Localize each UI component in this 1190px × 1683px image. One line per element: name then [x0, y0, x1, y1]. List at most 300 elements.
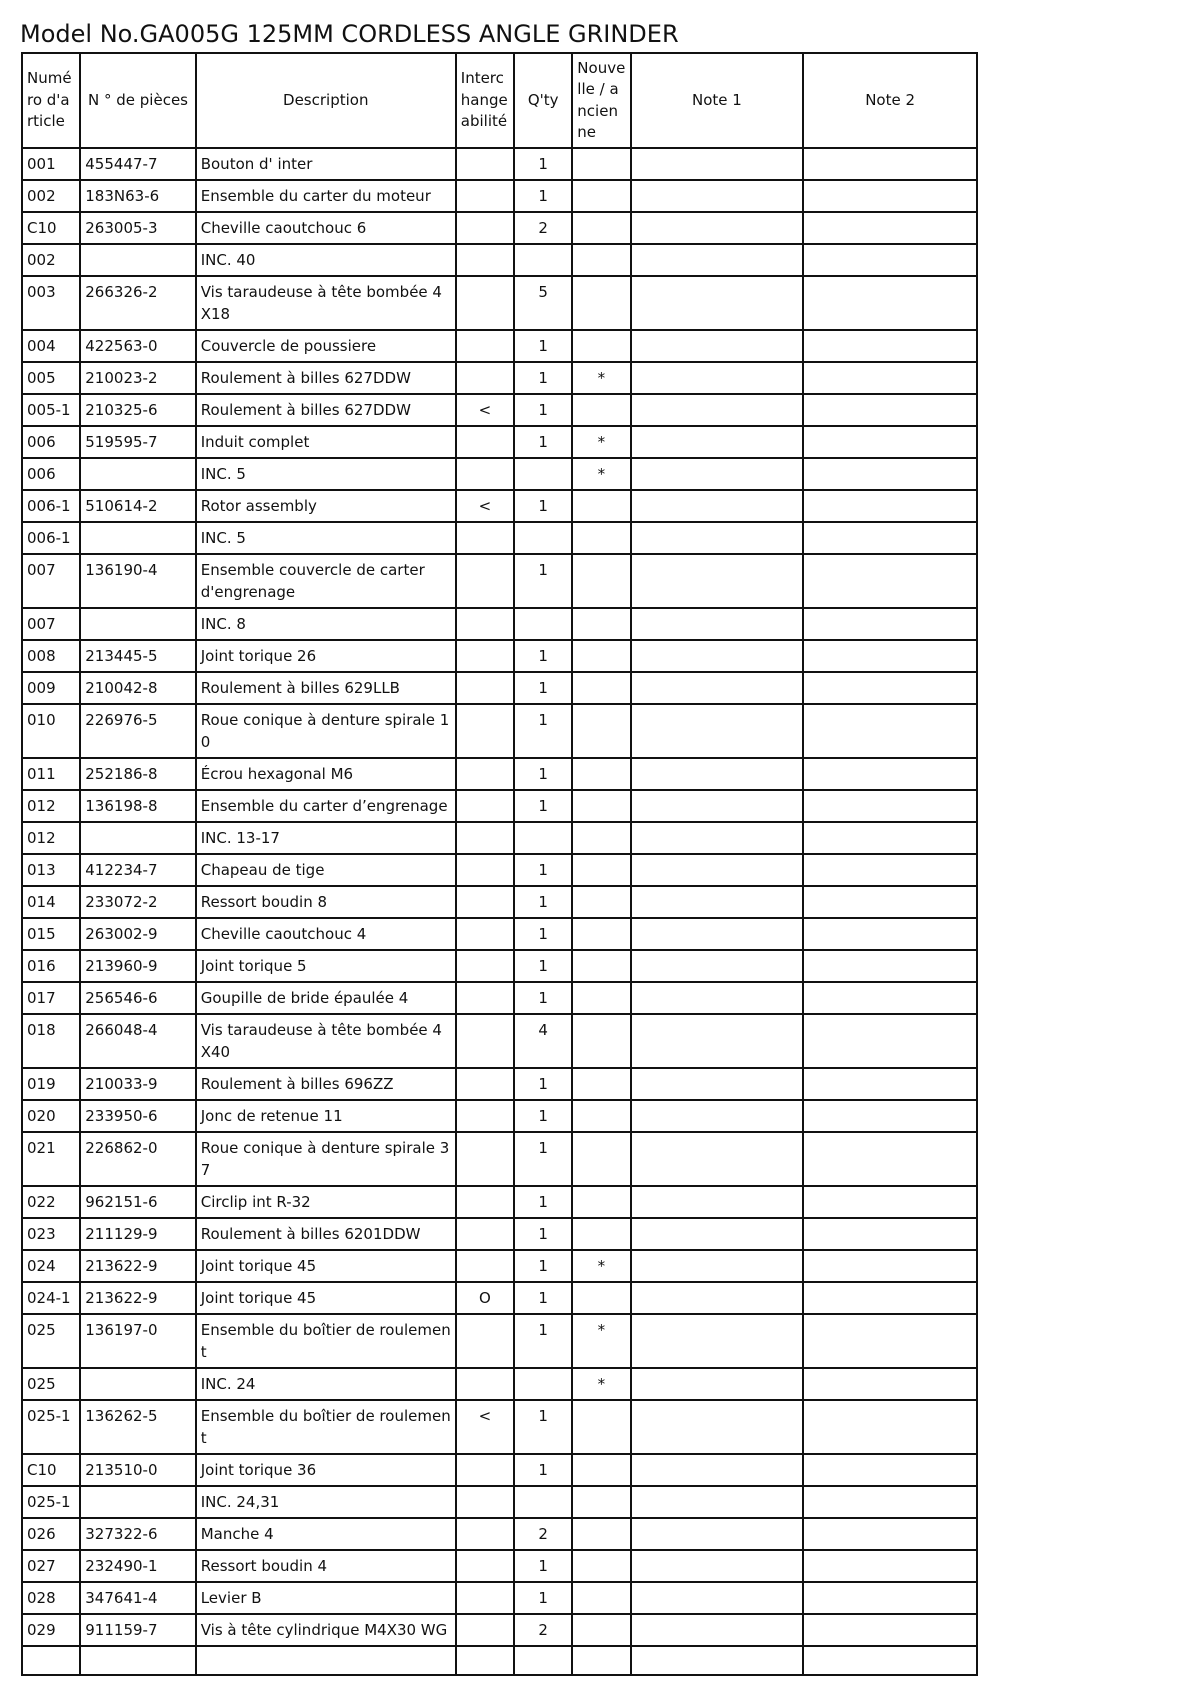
cell-item-no: 015 [22, 918, 80, 950]
cell-item-no: 028 [22, 1582, 80, 1614]
empty-cell [631, 1646, 804, 1675]
cell-qty: 1 [514, 1132, 572, 1186]
cell-item-no: 018 [22, 1014, 80, 1068]
table-row [22, 1014, 977, 1068]
cell-new-old [572, 758, 630, 790]
cell-interchangeability [456, 1368, 514, 1400]
cell-note2 [803, 426, 977, 458]
table-row [22, 148, 977, 180]
cell-interchangeability [456, 1614, 514, 1646]
cell-part-no: 210325-6 [80, 394, 195, 426]
cell-qty: 1 [514, 758, 572, 790]
cell-item-no: 007 [22, 608, 80, 640]
empty-cell [196, 1646, 456, 1675]
cell-description: Roulement à billes 6201DDW [196, 1218, 456, 1250]
cell-interchangeability [456, 672, 514, 704]
table-row [22, 982, 977, 1014]
table-row [22, 1068, 977, 1100]
header-note1: Note 1 [631, 53, 804, 148]
cell-interchangeability: < [456, 1400, 514, 1454]
table-row [22, 330, 977, 362]
cell-description: Joint torique 5 [196, 950, 456, 982]
cell-item-no: 019 [22, 1068, 80, 1100]
table-row [22, 1454, 977, 1486]
cell-note1 [631, 1014, 804, 1068]
cell-note1 [631, 672, 804, 704]
cell-new-old: * [572, 426, 630, 458]
cell-note1 [631, 1314, 804, 1368]
cell-note1 [631, 1132, 804, 1186]
cell-new-old [572, 982, 630, 1014]
cell-qty: 2 [514, 1614, 572, 1646]
cell-interchangeability [456, 982, 514, 1014]
cell-description: Ensemble du boîtier de roulement [196, 1314, 456, 1368]
cell-note1 [631, 950, 804, 982]
cell-note2 [803, 1314, 977, 1368]
cell-item-no: 024-1 [22, 1282, 80, 1314]
cell-new-old [572, 1582, 630, 1614]
table-row [22, 1218, 977, 1250]
cell-new-old [572, 212, 630, 244]
table-row [22, 1582, 977, 1614]
cell-note1 [631, 490, 804, 522]
cell-note1 [631, 180, 804, 212]
cell-part-no: 252186-8 [80, 758, 195, 790]
cell-note1 [631, 1368, 804, 1400]
cell-new-old [572, 854, 630, 886]
cell-interchangeability [456, 554, 514, 608]
cell-note2 [803, 1218, 977, 1250]
cell-new-old [572, 672, 630, 704]
cell-qty [514, 822, 572, 854]
cell-new-old [572, 608, 630, 640]
cell-interchangeability [456, 854, 514, 886]
cell-interchangeability [456, 1100, 514, 1132]
cell-part-no [80, 1368, 195, 1400]
cell-new-old [572, 180, 630, 212]
cell-description: Circlip int R-32 [196, 1186, 456, 1218]
cell-item-no: 004 [22, 330, 80, 362]
cell-description: Vis taraudeuse à tête bombée 4X18 [196, 276, 456, 330]
cell-new-old [572, 1282, 630, 1314]
empty-cell [22, 1646, 80, 1675]
cell-part-no: 510614-2 [80, 490, 195, 522]
cell-part-no: 136190-4 [80, 554, 195, 608]
table-row [22, 1518, 977, 1550]
cell-note2 [803, 982, 977, 1014]
cell-part-no: 232490-1 [80, 1550, 195, 1582]
cell-note2 [803, 1400, 977, 1454]
cell-item-no: 025-1 [22, 1400, 80, 1454]
cell-new-old [572, 330, 630, 362]
cell-item-no: 026 [22, 1518, 80, 1550]
cell-part-no: 327322-6 [80, 1518, 195, 1550]
cell-part-no: 183N63-6 [80, 180, 195, 212]
cell-new-old [572, 244, 630, 276]
cell-interchangeability [456, 1486, 514, 1518]
cell-interchangeability [456, 918, 514, 950]
cell-qty: 1 [514, 330, 572, 362]
cell-qty: 5 [514, 276, 572, 330]
table-row [22, 1368, 977, 1400]
cell-note1 [631, 1614, 804, 1646]
cell-part-no: 210023-2 [80, 362, 195, 394]
table-row [22, 1186, 977, 1218]
cell-item-no: 022 [22, 1186, 80, 1218]
cell-qty: 1 [514, 672, 572, 704]
cell-new-old [572, 1518, 630, 1550]
header-part-no: N ° de pièces [80, 53, 195, 148]
cell-item-no: 008 [22, 640, 80, 672]
cell-note1 [631, 886, 804, 918]
cell-note2 [803, 640, 977, 672]
cell-note1 [631, 758, 804, 790]
cell-note2 [803, 1186, 977, 1218]
cell-part-no: 213960-9 [80, 950, 195, 982]
cell-note2 [803, 672, 977, 704]
cell-note2 [803, 1014, 977, 1068]
cell-note2 [803, 394, 977, 426]
cell-interchangeability: O [456, 1282, 514, 1314]
cell-part-no: 213622-9 [80, 1250, 195, 1282]
cell-description: INC. 13-17 [196, 822, 456, 854]
cell-new-old [572, 1550, 630, 1582]
cell-qty: 1 [514, 426, 572, 458]
table-row [22, 1282, 977, 1314]
cell-interchangeability [456, 522, 514, 554]
cell-item-no: 002 [22, 180, 80, 212]
cell-note1 [631, 640, 804, 672]
cell-part-no [80, 522, 195, 554]
empty-cell [80, 1646, 195, 1675]
cell-qty: 1 [514, 1400, 572, 1454]
cell-item-no: 012 [22, 790, 80, 822]
cell-new-old: * [572, 458, 630, 490]
cell-interchangeability [456, 790, 514, 822]
cell-qty: 1 [514, 554, 572, 608]
cell-note2 [803, 1454, 977, 1486]
cell-new-old [572, 1132, 630, 1186]
header-description: Description [196, 53, 456, 148]
cell-description: Couvercle de poussiere [196, 330, 456, 362]
cell-interchangeability [456, 458, 514, 490]
cell-part-no: 213445-5 [80, 640, 195, 672]
cell-qty: 2 [514, 1518, 572, 1550]
cell-qty: 1 [514, 490, 572, 522]
cell-qty: 1 [514, 1068, 572, 1100]
cell-part-no: 412234-7 [80, 854, 195, 886]
empty-cell [803, 1646, 977, 1675]
cell-note1 [631, 276, 804, 330]
cell-description: Chapeau de tige [196, 854, 456, 886]
cell-note1 [631, 854, 804, 886]
cell-new-old [572, 1454, 630, 1486]
cell-interchangeability [456, 276, 514, 330]
header-qty: Q'ty [514, 53, 572, 148]
cell-interchangeability [456, 244, 514, 276]
cell-item-no: 006 [22, 458, 80, 490]
cell-new-old [572, 1218, 630, 1250]
cell-part-no: 962151-6 [80, 1186, 195, 1218]
cell-qty: 1 [514, 1100, 572, 1132]
table-row [22, 522, 977, 554]
cell-note1 [631, 1250, 804, 1282]
cell-new-old [572, 1100, 630, 1132]
cell-part-no: 263005-3 [80, 212, 195, 244]
cell-item-no: 002 [22, 244, 80, 276]
cell-part-no: 210033-9 [80, 1068, 195, 1100]
cell-note2 [803, 330, 977, 362]
cell-new-old [572, 148, 630, 180]
cell-new-old: * [572, 1314, 630, 1368]
cell-new-old [572, 886, 630, 918]
cell-interchangeability [456, 822, 514, 854]
cell-item-no: 013 [22, 854, 80, 886]
cell-qty: 1 [514, 394, 572, 426]
cell-interchangeability [456, 608, 514, 640]
cell-note2 [803, 1068, 977, 1100]
cell-qty [514, 608, 572, 640]
cell-item-no: 024 [22, 1250, 80, 1282]
cell-description: Ensemble du carter du moteur [196, 180, 456, 212]
cell-item-no: 005 [22, 362, 80, 394]
cell-note2 [803, 918, 977, 950]
cell-interchangeability [456, 1250, 514, 1282]
cell-description: Manche 4 [196, 1518, 456, 1550]
cell-note1 [631, 244, 804, 276]
table-row [22, 490, 977, 522]
cell-part-no: 136262-5 [80, 1400, 195, 1454]
cell-note1 [631, 362, 804, 394]
cell-description: Écrou hexagonal M6 [196, 758, 456, 790]
cell-part-no [80, 244, 195, 276]
cell-note1 [631, 394, 804, 426]
cell-description: INC. 24 [196, 1368, 456, 1400]
cell-qty [514, 244, 572, 276]
cell-description: Roulement à billes 627DDW [196, 362, 456, 394]
table-row [22, 758, 977, 790]
cell-note1 [631, 1582, 804, 1614]
cell-note1 [631, 982, 804, 1014]
cell-item-no: 020 [22, 1100, 80, 1132]
cell-note1 [631, 148, 804, 180]
cell-qty [514, 1368, 572, 1400]
cell-note2 [803, 886, 977, 918]
table-row [22, 672, 977, 704]
cell-note2 [803, 1250, 977, 1282]
cell-note1 [631, 1218, 804, 1250]
cell-qty: 1 [514, 854, 572, 886]
cell-note2 [803, 1100, 977, 1132]
cell-note2 [803, 490, 977, 522]
cell-qty: 1 [514, 790, 572, 822]
cell-note1 [631, 426, 804, 458]
cell-item-no: 025 [22, 1314, 80, 1368]
cell-description: Induit complet [196, 426, 456, 458]
cell-new-old [572, 704, 630, 758]
table-row [22, 362, 977, 394]
table-row [22, 704, 977, 758]
table-row [22, 886, 977, 918]
cell-note2 [803, 822, 977, 854]
cell-part-no: 226862-0 [80, 1132, 195, 1186]
cell-note2 [803, 148, 977, 180]
cell-interchangeability [456, 1582, 514, 1614]
cell-qty: 1 [514, 886, 572, 918]
cell-qty: 1 [514, 148, 572, 180]
cell-interchangeability [456, 1314, 514, 1368]
cell-qty: 1 [514, 918, 572, 950]
table-row [22, 918, 977, 950]
table-row [22, 1132, 977, 1186]
cell-part-no: 136197-0 [80, 1314, 195, 1368]
cell-part-no: 263002-9 [80, 918, 195, 950]
cell-note1 [631, 918, 804, 950]
cell-note2 [803, 1368, 977, 1400]
header-interchangeability: Interchangeabilité [456, 53, 514, 148]
cell-qty [514, 458, 572, 490]
table-row [22, 1486, 977, 1518]
cell-new-old: * [572, 362, 630, 394]
table-row [22, 1314, 977, 1368]
cell-note1 [631, 1282, 804, 1314]
table-row [22, 640, 977, 672]
cell-note1 [631, 1100, 804, 1132]
cell-note1 [631, 1518, 804, 1550]
cell-note1 [631, 330, 804, 362]
cell-new-old [572, 640, 630, 672]
cell-note2 [803, 244, 977, 276]
cell-note1 [631, 1186, 804, 1218]
cell-item-no: 017 [22, 982, 80, 1014]
cell-note2 [803, 1486, 977, 1518]
cell-item-no: 003 [22, 276, 80, 330]
table-row [22, 790, 977, 822]
cell-item-no: 023 [22, 1218, 80, 1250]
cell-note1 [631, 1454, 804, 1486]
cell-note2 [803, 608, 977, 640]
table-row [22, 950, 977, 982]
cell-interchangeability [456, 330, 514, 362]
cell-item-no: 007 [22, 554, 80, 608]
cell-new-old [572, 822, 630, 854]
cell-description: INC. 24,31 [196, 1486, 456, 1518]
cell-qty: 1 [514, 1218, 572, 1250]
cell-item-no: 006 [22, 426, 80, 458]
table-row [22, 276, 977, 330]
cell-description: Cheville caoutchouc 4 [196, 918, 456, 950]
cell-item-no: 010 [22, 704, 80, 758]
cell-description: Ensemble couvercle de carter d'engrenage [196, 554, 456, 608]
cell-description: Joint torique 45 [196, 1282, 456, 1314]
table-row-empty [22, 1646, 977, 1675]
cell-note2 [803, 276, 977, 330]
cell-description: Jonc de retenue 11 [196, 1100, 456, 1132]
cell-interchangeability [456, 212, 514, 244]
cell-qty: 1 [514, 704, 572, 758]
cell-part-no: 233950-6 [80, 1100, 195, 1132]
cell-qty: 1 [514, 1282, 572, 1314]
cell-interchangeability [456, 640, 514, 672]
cell-part-no [80, 822, 195, 854]
cell-part-no [80, 458, 195, 490]
table-row [22, 1550, 977, 1582]
cell-interchangeability [456, 148, 514, 180]
cell-description: Ressort boudin 4 [196, 1550, 456, 1582]
cell-description: Vis taraudeuse à tête bombée 4X40 [196, 1014, 456, 1068]
cell-interchangeability [456, 1454, 514, 1486]
cell-note2 [803, 458, 977, 490]
cell-qty: 1 [514, 950, 572, 982]
cell-qty: 1 [514, 1250, 572, 1282]
cell-note2 [803, 758, 977, 790]
cell-note2 [803, 522, 977, 554]
cell-new-old: * [572, 1250, 630, 1282]
cell-qty: 1 [514, 1186, 572, 1218]
cell-note1 [631, 554, 804, 608]
cell-part-no: 213622-9 [80, 1282, 195, 1314]
cell-qty: 1 [514, 1582, 572, 1614]
cell-interchangeability [456, 1068, 514, 1100]
cell-description: Ensemble du carter d’engrenage [196, 790, 456, 822]
cell-description: Ressort boudin 8 [196, 886, 456, 918]
cell-qty: 1 [514, 1314, 572, 1368]
cell-note1 [631, 212, 804, 244]
cell-description: Joint torique 36 [196, 1454, 456, 1486]
cell-description: Joint torique 45 [196, 1250, 456, 1282]
cell-part-no: 211129-9 [80, 1218, 195, 1250]
cell-qty: 1 [514, 1454, 572, 1486]
cell-interchangeability [456, 362, 514, 394]
cell-qty: 1 [514, 640, 572, 672]
cell-interchangeability [456, 704, 514, 758]
cell-interchangeability [456, 1014, 514, 1068]
table-row [22, 180, 977, 212]
cell-description: Cheville caoutchouc 6 [196, 212, 456, 244]
cell-description: INC. 5 [196, 458, 456, 490]
cell-interchangeability [456, 180, 514, 212]
cell-part-no: 455447-7 [80, 148, 195, 180]
cell-new-old [572, 1400, 630, 1454]
cell-note2 [803, 1132, 977, 1186]
cell-new-old [572, 394, 630, 426]
cell-part-no: 210042-8 [80, 672, 195, 704]
cell-item-no: 005-1 [22, 394, 80, 426]
cell-interchangeability: < [456, 490, 514, 522]
cell-qty: 1 [514, 362, 572, 394]
cell-new-old [572, 276, 630, 330]
cell-item-no: 009 [22, 672, 80, 704]
cell-description: Vis à tête cylindrique M4X30 WG [196, 1614, 456, 1646]
cell-part-no: 226976-5 [80, 704, 195, 758]
cell-description: Joint torique 26 [196, 640, 456, 672]
header-note2: Note 2 [803, 53, 977, 148]
cell-new-old [572, 1186, 630, 1218]
table-row [22, 854, 977, 886]
cell-note1 [631, 822, 804, 854]
cell-description: Rotor assembly [196, 490, 456, 522]
cell-item-no: 027 [22, 1550, 80, 1582]
cell-new-old [572, 1486, 630, 1518]
cell-description: INC. 40 [196, 244, 456, 276]
cell-qty: 1 [514, 180, 572, 212]
cell-part-no: 213510-0 [80, 1454, 195, 1486]
cell-new-old [572, 490, 630, 522]
cell-item-no: 011 [22, 758, 80, 790]
empty-cell [456, 1646, 514, 1675]
cell-item-no: 006-1 [22, 490, 80, 522]
cell-note1 [631, 1486, 804, 1518]
